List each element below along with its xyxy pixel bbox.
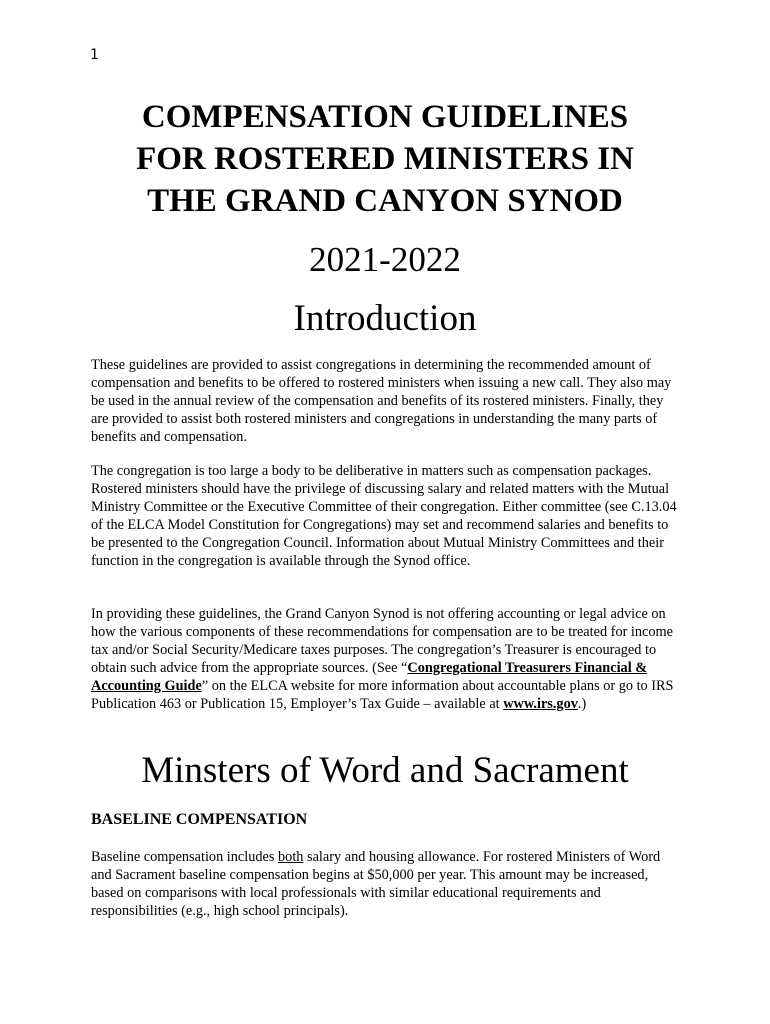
baseline-text-underlined: both: [278, 849, 304, 865]
introduction-heading: Introduction: [293, 298, 477, 339]
title-line-3: THE GRAND CANYON SYNOD: [147, 183, 623, 219]
title-line-2: FOR ROSTERED MINISTERS IN: [136, 141, 634, 177]
irs-website-link[interactable]: www.irs.gov: [503, 695, 578, 712]
document-years: 2021-2022: [309, 240, 461, 279]
baseline-compensation-paragraph: [91, 849, 681, 921]
paragraph-3-closing: .): [577, 695, 587, 712]
baseline-text-rest: salary and housing allowance. For rostered Ministers of Word and Sacrament baseline compensation begins at $50,000 per year. This amount may be increased, based on comparisons with local professionals with similar educational requirements and responsibilities (e.g., high school principals).: [91, 849, 661, 919]
section-heading-word-and-sacrament: Minsters of Word and Sacrament: [141, 750, 629, 791]
document-title: [80, 96, 690, 222]
title-line-1: COMPENSATION GUIDELINES: [141, 99, 629, 135]
baseline-compensation-heading: BASELINE COMPENSATION: [91, 811, 308, 828]
page-number: 1: [90, 47, 99, 63]
intro-paragraph-2: The congregation is too large a body to be deliberative in matters such as compensation packages. Rostered ministers should have the privilege of discussing salary and related matters with the Mutual Ministry Committee or the Executive Committee of their congregation. Either committee (see C.13.04 of the ELCA Model Constitution for Congregations) may set and recommend salaries and benefits to be presented to the Congregation Council. Information about Mutual Ministry Committees and their function in the congregation is available through the Synod office.: [91, 463, 677, 569]
intro-paragraph-1: These guidelines are provided to assist congregations in determining the recommended amount of compensation and benefits to be offered to rostered ministers when issuing a new call. They also may be used in the annual review of the compensation and benefits of its rostered ministers. Finally, they are provided to assist both rostered ministers and congregations in understanding the many parts of benefits and compensation.: [91, 357, 672, 445]
paragraph-3-text-after-link: ” on the ELCA website for more information about accountable plans or go to IRS Publication 463 or Publication 15, Employer’s Tax Guide – available at: [91, 677, 674, 712]
intro-paragraph-3: [91, 606, 681, 713]
treasurers-guide-link[interactable]: Congregational Treasurers Financial & Accounting Guide: [91, 659, 648, 694]
baseline-text-start: Baseline compensation includes: [91, 849, 279, 865]
paragraph-3-text-before-link: In providing these guidelines, the Grand Canyon Synod is not offering accounting or legal advice on how the various components of these recommendations for compensation are to be treated for income tax and/or Social Security/Medicare taxes purposes. The congregation’s Treasurer is encouraged to obtain such advice from the appropriate sources. (See “: [91, 606, 674, 676]
